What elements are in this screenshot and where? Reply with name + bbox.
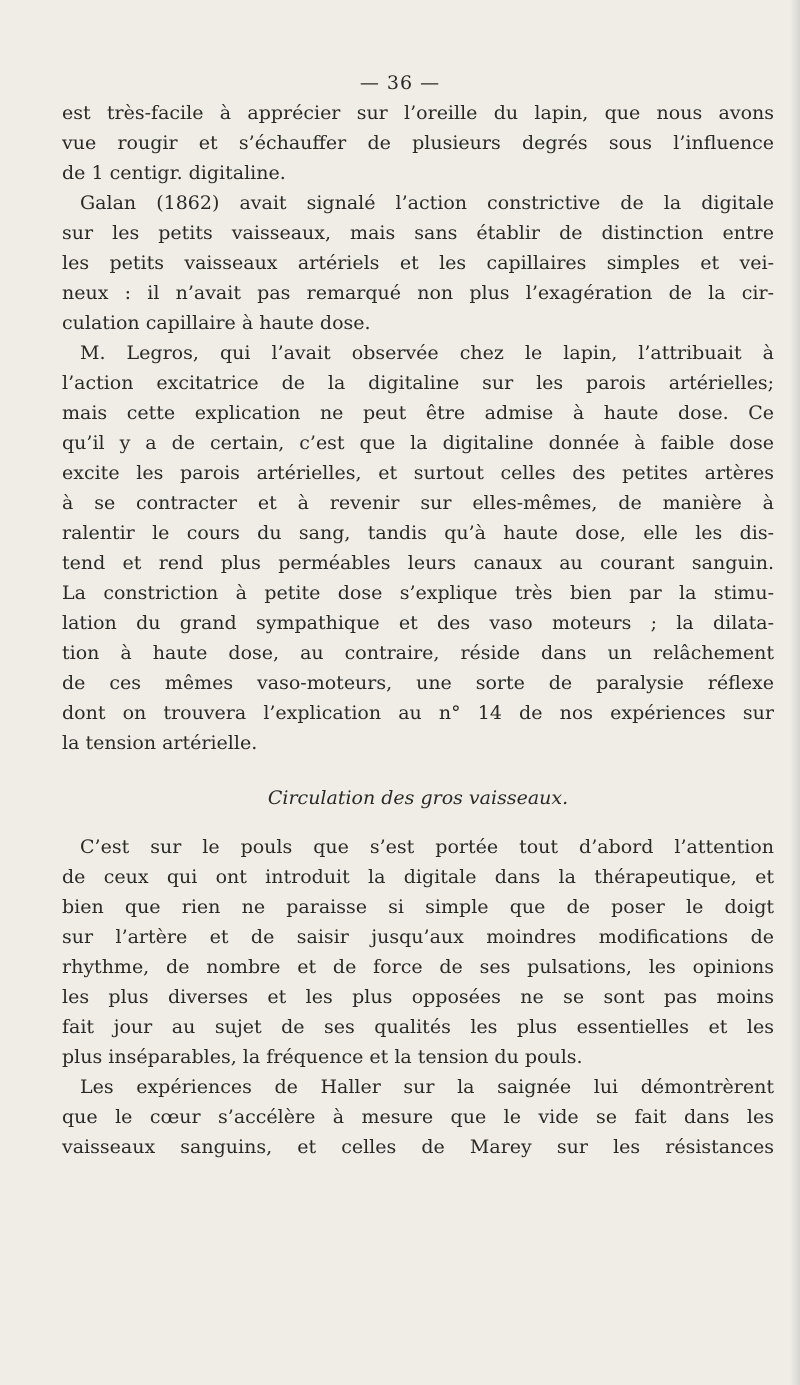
paragraph-3 bbox=[62, 338, 774, 758]
text-line: Les expériences de Haller sur la saignée lui démontrèrent bbox=[80, 1076, 774, 1098]
text-line: vue rougir et s’échauffer de plusieurs degrés sous l’influence bbox=[62, 132, 774, 154]
text-line: à se contracter et à revenir sur elles-mêmes, de manière à bbox=[62, 492, 774, 514]
text-line: sur l’artère et de saisir jusqu’aux moindres modifications de bbox=[62, 926, 774, 948]
text-line: tend et rend plus perméables leurs canaux au courant sanguin. bbox=[62, 552, 774, 574]
text-line: plus inséparables, la fréquence et la tension du pouls. bbox=[62, 1046, 583, 1068]
text-line: de ces mêmes vaso-moteurs, une sorte de paralysie réflexe bbox=[62, 672, 774, 694]
text-line: dont on trouvera l’explication au n° 14 de nos expériences sur bbox=[62, 702, 774, 724]
text-line: est très-facile à apprécier sur l’oreille du lapin, que nous avons bbox=[62, 102, 774, 124]
text-line: neux : il n’avait pas remarqué non plus l’exagération de la cir- bbox=[62, 282, 774, 304]
text-line: rhythme, de nombre et de force de ses pulsations, les opinions bbox=[62, 956, 774, 978]
text-line: lation du grand sympathique et des vaso moteurs ; la dilata- bbox=[62, 612, 774, 634]
section-heading: Circulation des gros vaisseaux. bbox=[267, 787, 569, 809]
page-number: — 36 — bbox=[359, 72, 441, 94]
text-line: Galan (1862) avait signalé l’action constrictive de la digitale bbox=[80, 192, 774, 214]
paragraph-1 bbox=[62, 98, 774, 188]
page-edge-shadow bbox=[790, 0, 800, 1385]
text-line: de 1 centigr. digitaline. bbox=[62, 162, 286, 184]
text-line: de ceux qui ont introduit la digitale dans la thérapeutique, et bbox=[62, 866, 774, 888]
text-line: sur les petits vaisseaux, mais sans établir de distinction entre bbox=[62, 222, 774, 244]
text-line: ralentir le cours du sang, tandis qu’à haute dose, elle les dis- bbox=[62, 522, 774, 544]
text-line: l’action excitatrice de la digitaline sur les parois artérielles; bbox=[62, 372, 774, 394]
text-line: la tension artérielle. bbox=[62, 732, 258, 754]
text-line: vaisseaux sanguins, et celles de Marey sur les résistances bbox=[62, 1136, 774, 1158]
paragraph-5 bbox=[62, 1072, 774, 1162]
body-text bbox=[62, 98, 774, 1162]
text-line: M. Legros, qui l’avait observée chez le lapin, l’attribuait à bbox=[80, 342, 774, 364]
text-line: fait jour au sujet de ses qualités les plus essentielles et les bbox=[62, 1016, 774, 1038]
text-line: culation capillaire à haute dose. bbox=[62, 312, 371, 334]
text-line: La constriction à petite dose s’explique très bien par la stimu- bbox=[62, 582, 774, 604]
text-line: qu’il y a de certain, c’est que la digitaline donnée à faible dose bbox=[62, 432, 774, 454]
paragraph-2 bbox=[62, 188, 774, 338]
text-line: excite les parois artérielles, et surtout celles des petites artères bbox=[62, 462, 774, 484]
text-line: C’est sur le pouls que s’est portée tout d’abord l’attention bbox=[80, 836, 774, 858]
paragraph-4 bbox=[62, 832, 774, 1072]
text-line: bien que rien ne paraisse si simple que de poser le doigt bbox=[62, 896, 774, 918]
text-line: les petits vaisseaux artériels et les capillaires simples et vei- bbox=[62, 252, 774, 274]
text-line: mais cette explication ne peut être admise à haute dose. Ce bbox=[62, 402, 774, 424]
text-line: que le cœur s’accélère à mesure que le vide se fait dans les bbox=[62, 1106, 774, 1128]
text-line: les plus diverses et les plus opposées ne se sont pas moins bbox=[62, 986, 774, 1008]
text-line: tion à haute dose, au contraire, réside dans un relâchement bbox=[62, 642, 774, 664]
